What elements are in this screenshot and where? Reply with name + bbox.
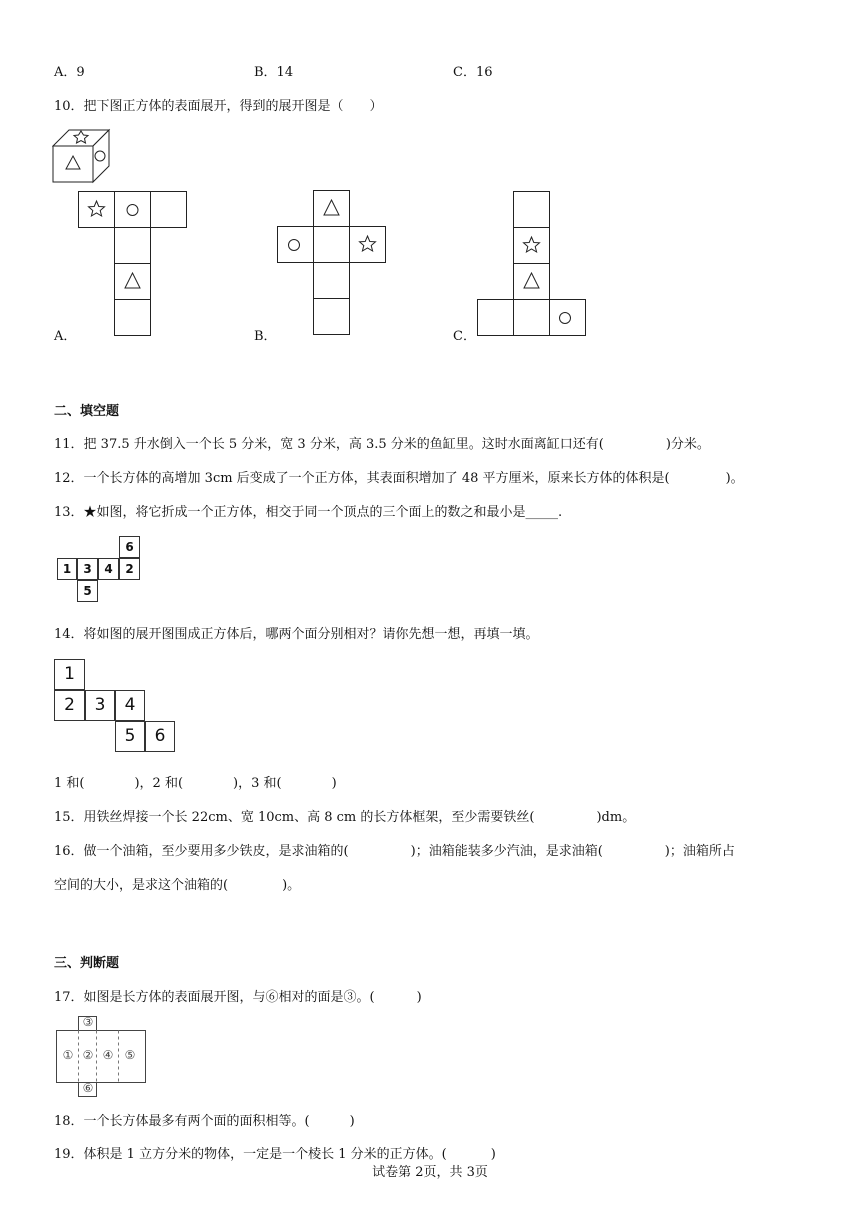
q10-cube-figure [52,126,112,184]
q16-text-4: 空间的大小，是求这个油箱的( [54,878,229,893]
q15-question [54,806,635,825]
q14-answer-text-4: ) [331,776,337,791]
q10-question: 10．把下图正方体的表面展开，得到的展开图是（ ） [54,99,383,114]
q14-face: 6 [145,721,175,752]
q14-question: 14．将如图的展开图围成正方体后，哪两个面分别相对？请你先想一想，再填一填。 [54,627,539,642]
q14-face: 1 [54,659,85,690]
q10-label-b: B． [254,329,277,344]
q17-net-figure [55,1015,147,1099]
section-heading-fill-blank: 二、填空题 [54,404,120,419]
q14-net-figure [54,659,178,753]
q13-face: 6 [119,536,140,558]
q16-text-3: )；油箱所占 [664,844,735,859]
q17-face-6: ⑥ [82,1081,94,1095]
q9-option-a: A．9 [54,65,85,80]
q19-text-end: ) [490,1147,496,1162]
q14-face: 2 [54,690,85,721]
q16-text-1: 16．做一个油箱，至少要用多少铁皮，是求油箱的( [54,844,349,859]
q10-net-a [78,191,188,337]
q13-face: 3 [77,558,98,580]
q13-face: 2 [119,558,140,580]
q14-answer-text-2: )，2 和( [134,776,184,791]
q16-question-line1 [54,840,735,859]
q15-text: 15．用铁丝焊接一个长 22cm、宽 10cm、高 8 cm 的长方体框架，至少需要铁丝( [54,810,535,825]
q9-option-b: B．14 [254,65,294,80]
q14-face: 5 [115,721,145,752]
q10-net-b [277,190,387,336]
q18-text: 18．一个长方体最多有两个面的面积相等。( [54,1114,310,1129]
q17-face-5: ⑤ [124,1048,136,1062]
q14-face: 3 [85,690,115,721]
q14-answers [54,772,337,791]
q10-label-c: C． [453,329,476,344]
q10-label-a: A． [54,329,77,344]
q17-face-3: ③ [82,1015,94,1029]
q14-face: 4 [115,690,145,721]
q19-question [54,1143,496,1162]
q12-text: 12．一个长方体的高增加 3cm 后变成了一个正方体，其表面积增加了 48 平方厘米，原来长方体的体积是( [54,471,670,486]
q12-question [54,467,744,486]
q13-face: 5 [77,580,98,602]
q17-question [54,986,422,1005]
q12-text-end: )。 [725,471,744,486]
q13-question: 13．★如图，将它折成一个正方体，相交于同一个顶点的三个面上的数之和最小是_____. [54,505,563,520]
q17-text-end: ) [416,990,422,1005]
q17-text: 17．如图是长方体的表面展开图，与⑥相对的面是③。( [54,990,375,1005]
q17-face-4: ④ [102,1048,114,1062]
q16-question-line2 [54,874,300,893]
page-footer: 试卷第 2页，共 3页 [372,1165,488,1180]
q11-question [54,433,710,452]
q9-option-c: C．16 [453,65,493,80]
q15-text-end: )dm。 [596,810,636,825]
q13-face: 4 [98,558,119,580]
q10-net-c [477,191,587,337]
q11-text: 11．把 37.5 升水倒入一个长 5 分米，宽 3 分米，高 3.5 分米的鱼缸里。这时水面离缸口还有( [54,437,604,452]
q16-text-5: )。 [282,878,301,893]
q13-net-figure [57,535,147,605]
q17-face-2: ② [82,1048,94,1062]
q14-answer-text-3: )，3 和( [233,776,282,791]
q14-answer-text-1: 1 和( [54,776,85,791]
q13-face: 1 [57,558,77,580]
q19-text: 19．体积是 1 立方分米的物体，一定是一个棱长 1 分米的正方体。( [54,1147,447,1162]
q17-face-1: ① [62,1048,74,1062]
q18-question [54,1110,355,1129]
q18-text-end: ) [349,1114,355,1129]
q16-text-2: )；油箱能装多少汽油，是求油箱( [410,844,603,859]
q11-text-end: )分米。 [665,437,710,452]
section-heading-true-false: 三、判断题 [54,956,120,971]
